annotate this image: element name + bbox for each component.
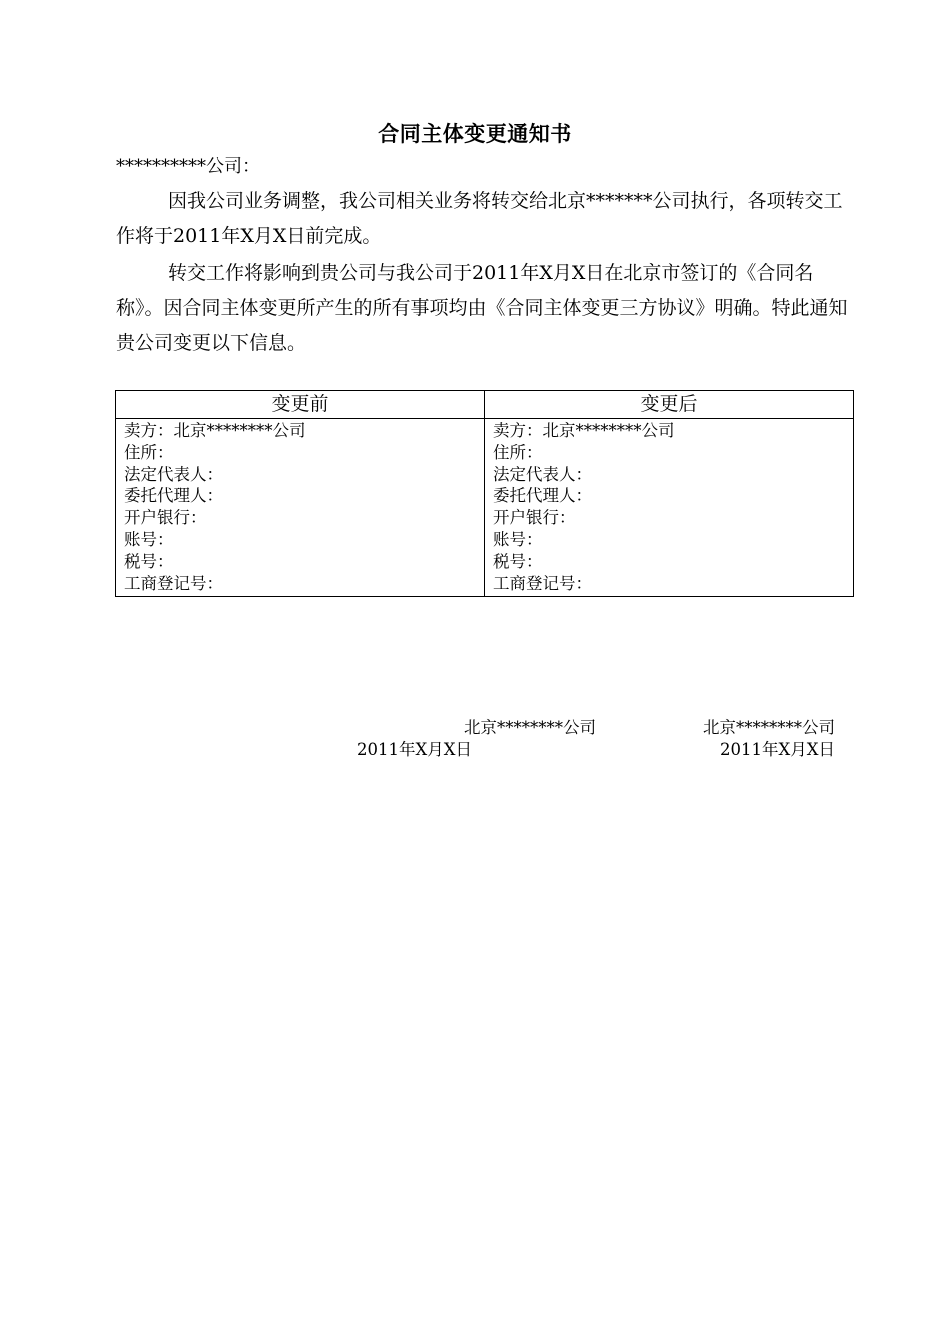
after-account-number: 账号：	[493, 529, 543, 549]
before-business-registration: 工商登记号：	[124, 573, 223, 593]
header-after-change: 变更后	[485, 391, 854, 419]
signature-block-transferor	[300, 717, 596, 761]
change-info-table	[115, 390, 854, 597]
salutation: **********公司：	[116, 156, 260, 177]
after-authorized-agent: 委托代理人：	[493, 486, 592, 506]
before-change-cell	[116, 419, 485, 597]
before-bank: 开户银行：	[124, 508, 207, 528]
signature-date: 2011年X月X日	[720, 740, 835, 759]
after-tax-number: 税号：	[493, 551, 543, 571]
signature-company: 北京********公司	[464, 718, 596, 737]
paragraph-business-adjustment: 因我公司业务调整，我公司相关业务将转交给北京*******公司执行，各项转交工作将于2011年X月X日前完成。	[116, 190, 843, 247]
after-change-cell	[485, 419, 854, 597]
table-row	[116, 419, 854, 597]
after-address: 住所：	[493, 442, 543, 462]
table-header-row	[116, 391, 854, 419]
before-account-number: 账号：	[124, 529, 174, 549]
signature-company: 北京********公司	[703, 718, 835, 737]
before-seller: 卖方：北京********公司	[124, 421, 306, 440]
after-bank: 开户银行：	[493, 508, 576, 528]
signature-block-transferee	[620, 717, 835, 761]
header-before-change: 变更前	[116, 391, 485, 419]
signature-date: 2011年X月X日	[357, 740, 472, 759]
before-tax-number: 税号：	[124, 551, 174, 571]
before-address: 住所：	[124, 442, 174, 462]
paragraph-contract-impact: 转交工作将影响到贵公司与我公司于2011年X月X日在北京市签订的《合同名称》。因合同主体变更所产生的所有事项均由《合同主体变更三方协议》明确。特此通知贵公司变更以下信息。	[116, 262, 848, 354]
document-title: 合同主体变更通知书	[378, 121, 572, 146]
before-authorized-agent: 委托代理人：	[124, 486, 223, 506]
after-seller: 卖方：北京********公司	[493, 421, 675, 440]
after-legal-representative: 法定代表人：	[493, 464, 592, 484]
before-legal-representative: 法定代表人：	[124, 464, 223, 484]
after-business-registration: 工商登记号：	[493, 573, 592, 593]
